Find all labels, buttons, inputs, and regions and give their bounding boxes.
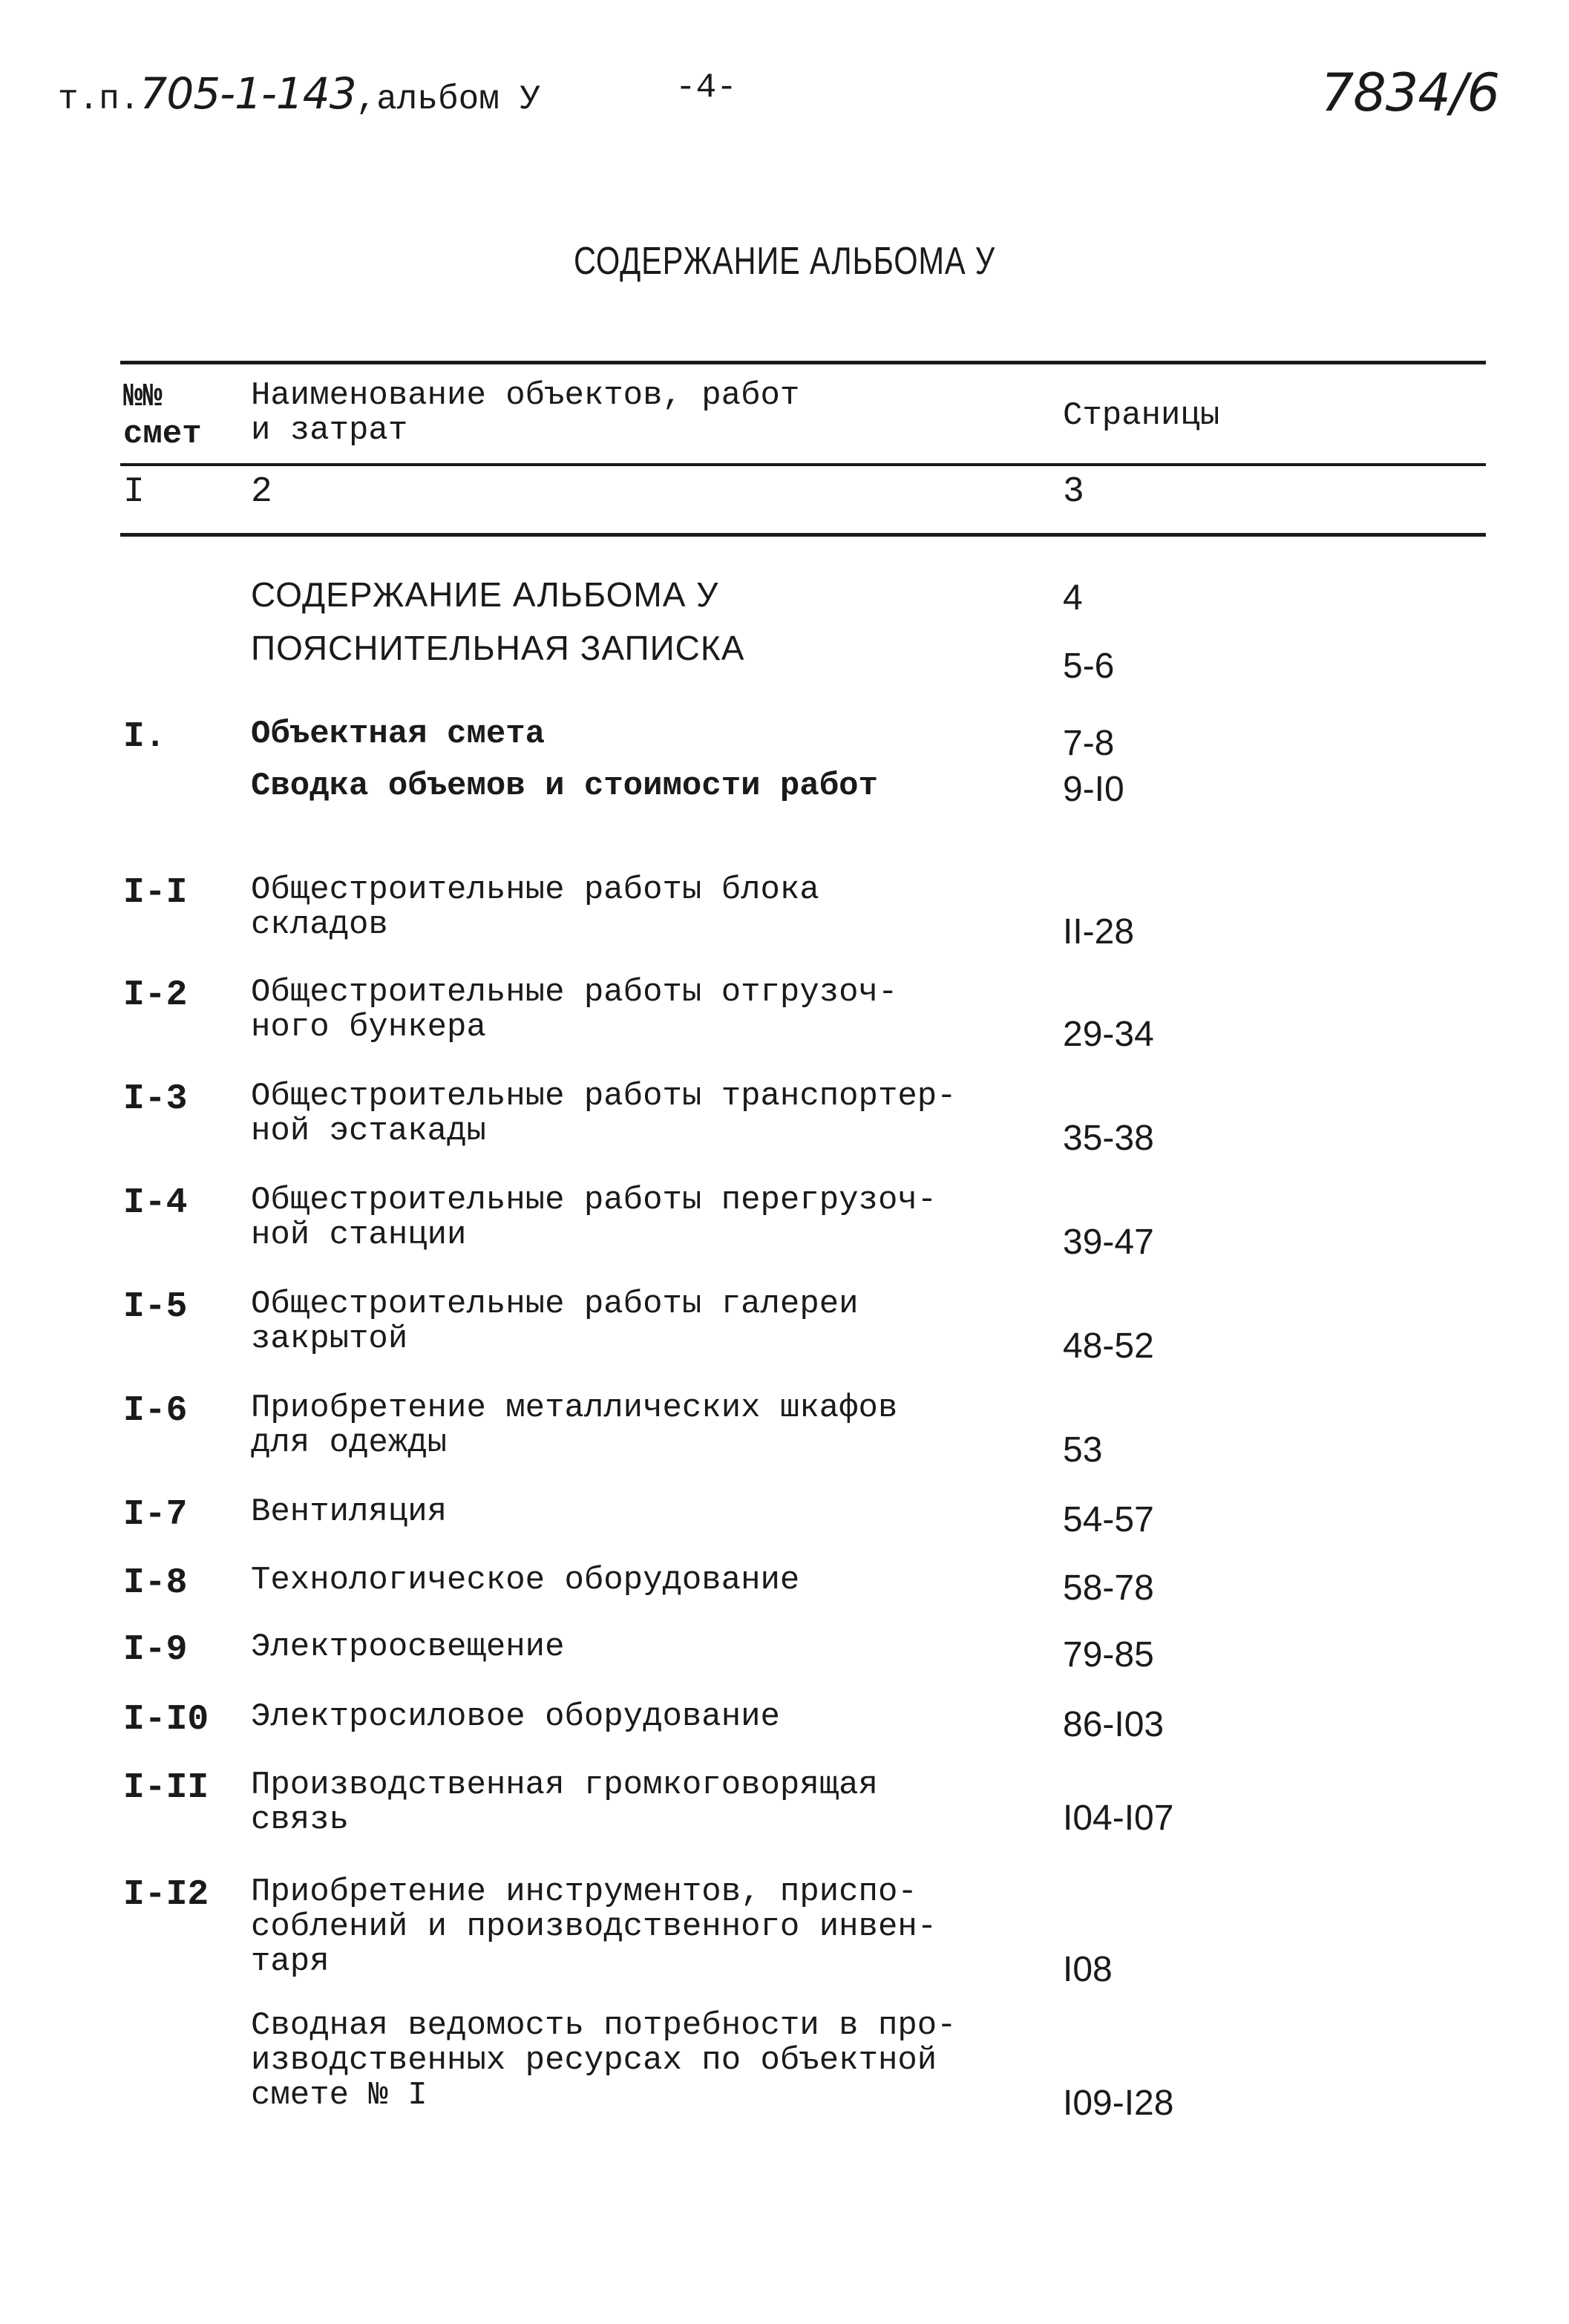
row-pages: 54-57 [1063,1500,1154,1539]
album-label: ,альбом У [356,80,541,119]
row-name: Сводка объемов и стоимости работ [251,767,878,805]
row-pages: II-28 [1063,912,1135,952]
row-number: I-5 [123,1287,188,1327]
row-name: Электроосвещение [251,1629,565,1666]
header-estimate-number: №№ смет [123,379,202,453]
row-name: СОДЕРЖАНИЕ АЛЬБОМА У [251,575,719,614]
row-pages: I09-I28 [1063,2084,1174,2123]
header-pages: Страницы [1063,397,1220,434]
row-name: Общестроительные работы отгрузоч- ного бункера [251,974,898,1046]
page-number: -4- [675,68,737,107]
row-pages: 79-85 [1063,1635,1154,1675]
column-number-3: 3 [1063,472,1084,512]
table-top-rule [120,361,1486,364]
row-name: Общестроительные работы транспортер- ной эстакады [251,1078,957,1150]
column-number-1: I [123,472,145,512]
row-pages: 53 [1063,1430,1103,1470]
row-number: I. [123,717,166,757]
row-number: I-8 [123,1563,188,1603]
row-pages: 29-34 [1063,1015,1154,1054]
row-pages: 7-8 [1063,724,1115,763]
row-pages: 48-52 [1063,1326,1154,1366]
row-number: I-3 [123,1079,188,1119]
row-name: Сводная ведомость потребности в про- изводственных ресурсах по объектной смете № I [251,2007,957,2114]
row-pages: 58-78 [1063,1568,1154,1608]
row-number: I-I0 [123,1700,209,1740]
row-number: I-II [123,1768,209,1808]
row-name: Электросиловое оборудование [251,1698,780,1735]
doc-prefix: т.п. [58,80,140,119]
row-number: I-4 [123,1183,188,1223]
row-number: I-7 [123,1495,188,1535]
row-name: Вентиляция [251,1493,448,1531]
row-number: I-2 [123,975,188,1015]
row-pages: 39-47 [1063,1222,1154,1262]
header-name: Наименование объектов, работ и затрат [251,377,800,449]
page-title: СОДЕРЖАНИЕ АЛЬБОМА У [573,240,995,283]
row-name: Общестроительные работы галереи закрытой [251,1286,859,1358]
row-number: I-I [123,873,188,913]
row-pages: 9-I0 [1063,770,1124,809]
row-name: Приобретение металлических шкафов для одежды [251,1390,898,1461]
row-name: Объектная смета [251,716,546,753]
document-code [58,68,540,119]
column-numbers-rule [120,533,1486,537]
row-name: Производственная громкоговорящая связь [251,1767,878,1839]
row-name: Общестроительные работы блока складов [251,871,819,943]
column-number-2: 2 [251,472,272,512]
row-pages: I08 [1063,1950,1113,1989]
row-pages: 4 [1063,578,1083,618]
row-pages: 5-6 [1063,647,1115,686]
project-code: 705-1-143 [140,68,356,119]
row-name: ПОЯСНИТЕЛЬНАЯ ЗАПИСКА [251,629,745,667]
row-pages: 86-I03 [1063,1705,1165,1744]
row-number: I-I2 [123,1875,209,1915]
row-number: I-9 [123,1630,188,1670]
header-rule [120,463,1486,466]
row-pages: 35-38 [1063,1119,1154,1158]
row-name: Приобретение инструментов, приспо- соблений и производственного инвен- таря [251,1873,937,1980]
row-name: Общестроительные работы перегрузоч- ной станции [251,1182,937,1254]
row-name: Технологическое оборудование [251,1562,800,1599]
archive-number: 7834/6 [1320,62,1499,123]
row-number: I-6 [123,1391,188,1431]
table-header [0,375,1569,456]
row-pages: I04-I07 [1063,1798,1174,1838]
